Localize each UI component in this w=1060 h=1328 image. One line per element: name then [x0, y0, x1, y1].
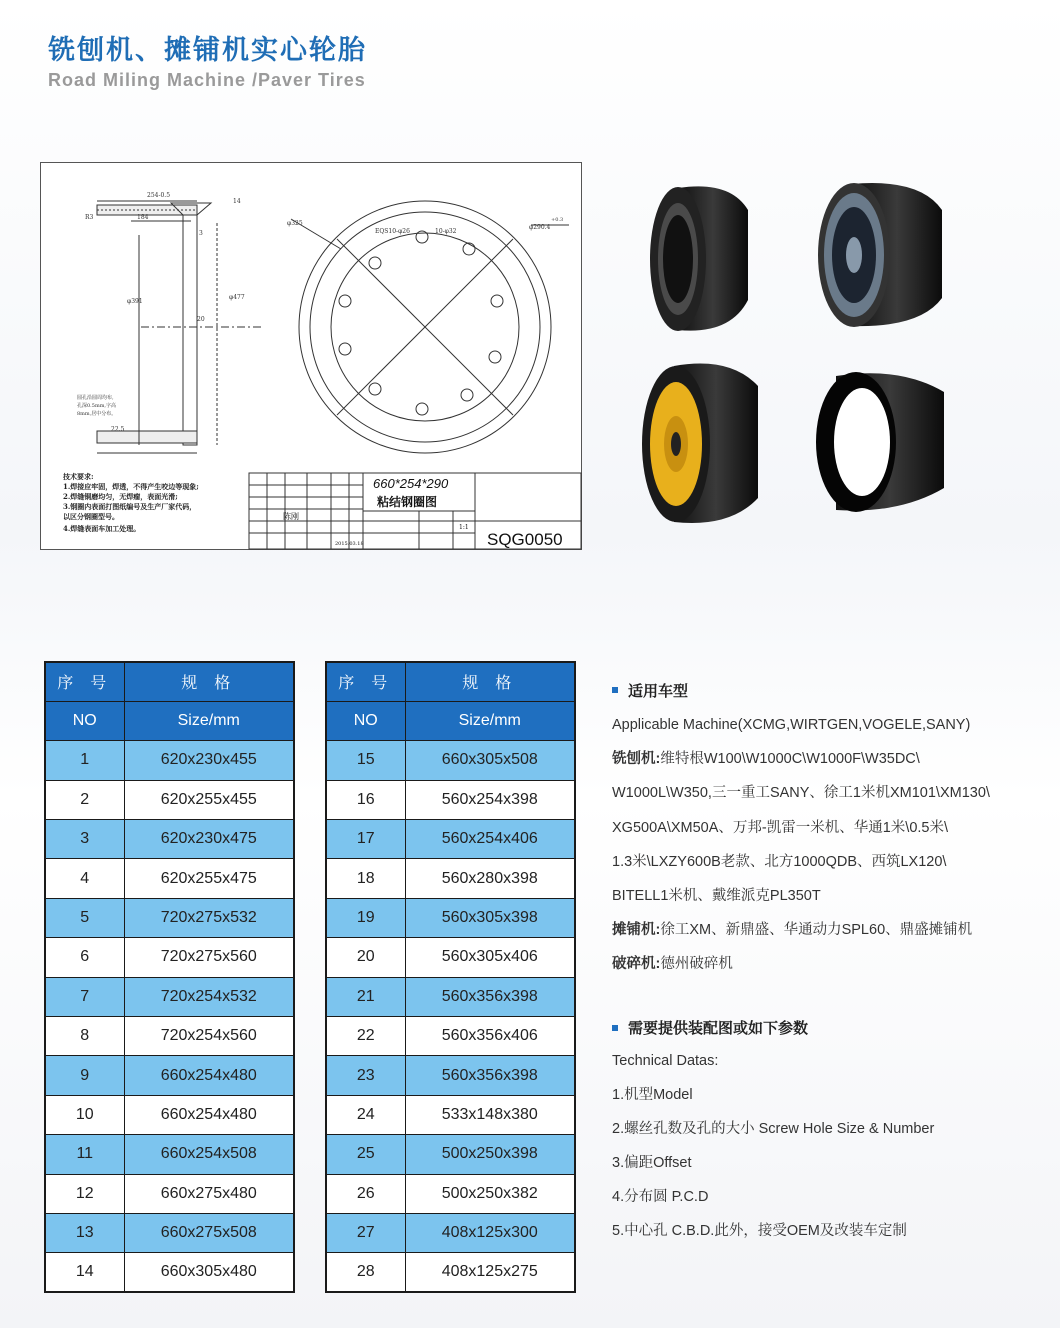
- machine-type-label: 铣刨机:: [612, 751, 661, 768]
- row-size: 560x356x398: [405, 1056, 575, 1095]
- row-size: 560x254x398: [405, 780, 575, 819]
- row-size: 720x275x560: [124, 938, 294, 977]
- row-size: 660x275x480: [124, 1174, 294, 1213]
- dim-184: 184: [137, 214, 149, 221]
- spec-table-right: [325, 661, 576, 1293]
- dim-325: φ325: [287, 220, 303, 227]
- row-no: 7: [45, 977, 124, 1016]
- row-no: 5: [45, 898, 124, 937]
- param-line: 1.机型Model: [612, 1086, 693, 1103]
- header-no-cn: 序 号: [326, 662, 405, 701]
- row-size: 660x254x508: [124, 1135, 294, 1174]
- applicable-line: [612, 879, 1042, 913]
- applicable-lines: [612, 708, 1042, 982]
- table-row: [45, 1135, 294, 1174]
- row-size: 660x254x480: [124, 1095, 294, 1134]
- row-no: 2: [45, 780, 124, 819]
- table-row: [45, 1174, 294, 1213]
- note-line: 1.焊接应牢固，焊透，不得产生咬边等现象;: [63, 482, 199, 491]
- machine-list: XG500A\XM50A、万邦-凯雷一米机、华通1米\0.5米\: [612, 819, 948, 836]
- param-lines: [612, 1044, 1042, 1249]
- svg-text:圆孔沿圆周均布,: 圆孔沿圆周均布,: [77, 395, 114, 401]
- machine-list: 德州破碎机: [660, 956, 733, 973]
- bullet-icon: [612, 687, 618, 693]
- row-no: 8: [45, 1017, 124, 1056]
- svg-text:+0.3: +0.3: [551, 217, 564, 223]
- table-row: [326, 1213, 575, 1252]
- tires-svg: [630, 170, 970, 540]
- row-no: 10: [45, 1095, 124, 1134]
- row-no: 17: [326, 820, 405, 859]
- row-no: 13: [45, 1213, 124, 1252]
- table-row: [326, 780, 575, 819]
- row-size: 660x305x508: [405, 741, 575, 780]
- spec-table-left: [44, 661, 295, 1293]
- drawing-author: 陈刚: [283, 512, 299, 521]
- bullet-icon: [612, 1025, 618, 1031]
- note-line: 以区分钢圈型号。: [63, 512, 119, 521]
- row-no: 28: [326, 1253, 405, 1292]
- table-row: [326, 898, 575, 937]
- row-size: 660x275x508: [124, 1213, 294, 1252]
- section-params: [612, 1014, 1042, 1042]
- param-line: 4.分布圆 P.C.D: [612, 1189, 709, 1206]
- header-no-en: NO: [326, 701, 405, 740]
- row-no: 6: [45, 938, 124, 977]
- machine-list: 维特根W100\W1000C\W1000F\W35DC\: [660, 751, 920, 768]
- row-size: 560x254x406: [405, 820, 575, 859]
- row-no: 16: [326, 780, 405, 819]
- table-row: [45, 741, 294, 780]
- note-line: 3.钢圈内表面打图纸编号及生产厂家代码，: [63, 502, 197, 511]
- table-row: [45, 1095, 294, 1134]
- row-size: 408x125x300: [405, 1213, 575, 1252]
- table-row: [326, 1253, 575, 1292]
- applicable-line: [612, 742, 1042, 776]
- drawing-spec: 660*254*290: [373, 476, 449, 491]
- machine-list: 1.3米\LXZY600B老款、北方1000QDB、西筑LX120\: [612, 853, 947, 870]
- page-title-cn: 铣刨机、摊铺机实心轮胎: [48, 35, 367, 66]
- machine-list: BITELL1米机、戴维派克PL350T: [612, 887, 821, 904]
- table-row: [45, 859, 294, 898]
- dim-20: 20: [197, 316, 205, 323]
- table-row: [45, 1253, 294, 1292]
- table-row: [326, 1017, 575, 1056]
- table-row: [326, 977, 575, 1016]
- row-no: 15: [326, 741, 405, 780]
- applicable-line: [612, 947, 1042, 981]
- row-size: 408x125x275: [405, 1253, 575, 1292]
- row-size: 500x250x398: [405, 1135, 575, 1174]
- dim-hole: 10-φ32: [435, 228, 457, 235]
- applicable-line: [612, 708, 1042, 742]
- table-row: [326, 859, 575, 898]
- table-row: [45, 1213, 294, 1252]
- row-size: 620x230x455: [124, 741, 294, 780]
- row-size: 560x356x406: [405, 1017, 575, 1056]
- row-size: 560x280x398: [405, 859, 575, 898]
- table-row: [326, 1174, 575, 1213]
- drawing-date: 2015.03.18: [335, 541, 364, 547]
- section-applicable: [612, 676, 1042, 704]
- note-line: 4.焊缝表面车加工处理。: [63, 524, 141, 533]
- tire-photos: [630, 170, 970, 540]
- applicable-line: [612, 913, 1042, 947]
- dim-477: φ477: [229, 294, 245, 301]
- tire-photo-3: [642, 364, 758, 524]
- param-line: Technical Datas:: [612, 1052, 719, 1069]
- machine-list: W1000L\W350,三一重工SANY、徐工1米机XM101\XM130\: [612, 785, 990, 802]
- row-no: 27: [326, 1213, 405, 1252]
- tire-photo-4: [816, 372, 944, 512]
- header-size-cn: 规 格: [405, 662, 575, 701]
- row-no: 26: [326, 1174, 405, 1213]
- row-no: 3: [45, 820, 124, 859]
- table-row: [326, 820, 575, 859]
- machine-type-label: 摊铺机:: [612, 922, 661, 939]
- row-no: 1: [45, 741, 124, 780]
- machine-list: Applicable Machine(XCMG,WIRTGEN,VOGELE,SANY): [612, 717, 971, 733]
- table-row: [45, 1017, 294, 1056]
- section-title: 需要提供装配图或如下参数: [628, 1019, 809, 1037]
- table-row: [326, 938, 575, 977]
- row-size: 533x148x380: [405, 1095, 575, 1134]
- row-no: 9: [45, 1056, 124, 1095]
- dim-r3: R3: [85, 214, 94, 221]
- param-line: 2.螺丝孔数及孔的大小 Screw Hole Size & Number: [612, 1120, 935, 1137]
- dim-14: 14: [233, 198, 241, 205]
- header-size-en: Size/mm: [124, 701, 294, 740]
- machine-type-label: 破碎机:: [612, 956, 661, 973]
- drawing-name: 粘结钢圈图: [377, 495, 438, 509]
- drawing-code: SQG0050: [487, 530, 563, 549]
- machine-list: 徐工XM、新鼎盛、华通动力SPL60、鼎盛摊铺机: [660, 922, 973, 939]
- applicable-line: [612, 845, 1042, 879]
- header-size-cn: 规 格: [124, 662, 294, 701]
- table-row: [45, 820, 294, 859]
- row-size: 500x250x382: [405, 1174, 575, 1213]
- param-line: 3.偏距Offset: [612, 1155, 692, 1172]
- tire-photo-2: [818, 183, 942, 327]
- row-size: 560x356x398: [405, 977, 575, 1016]
- row-size: 620x255x475: [124, 859, 294, 898]
- row-no: 14: [45, 1253, 124, 1292]
- table-row: [45, 780, 294, 819]
- table-row: [326, 1135, 575, 1174]
- header-no-en: NO: [45, 701, 124, 740]
- notes-title: 技术要求:: [63, 472, 94, 481]
- section-title: 适用车型: [628, 681, 689, 700]
- svg-text:8mm,居中分布。: 8mm,居中分布。: [77, 411, 117, 417]
- row-size: 720x275x532: [124, 898, 294, 937]
- dim-22: 22.5: [111, 426, 125, 433]
- drawing-svg: [41, 163, 583, 551]
- row-size: 660x254x480: [124, 1056, 294, 1095]
- tire-photo-1: [650, 186, 748, 331]
- dim-391: φ391: [127, 298, 143, 305]
- row-size: 720x254x560: [124, 1017, 294, 1056]
- table-row: [45, 938, 294, 977]
- dim-top: 254-0.5: [147, 192, 171, 199]
- row-no: 22: [326, 1017, 405, 1056]
- table-row: [45, 898, 294, 937]
- row-size: 620x255x455: [124, 780, 294, 819]
- applicable-line: [612, 776, 1042, 810]
- row-no: 11: [45, 1135, 124, 1174]
- row-no: 25: [326, 1135, 405, 1174]
- table-row: [45, 977, 294, 1016]
- row-no: 12: [45, 1174, 124, 1213]
- row-no: 24: [326, 1095, 405, 1134]
- param-line: 5.中心孔 C.B.D.此外，接受OEM及改装车定制: [612, 1223, 907, 1240]
- note-line: 2.焊缝铜磨均匀，无焊瘤，表面光滑;: [63, 492, 178, 501]
- row-no: 20: [326, 938, 405, 977]
- technical-drawing: [40, 162, 582, 550]
- table-row: [45, 1056, 294, 1095]
- table-row: [326, 741, 575, 780]
- page-title-en: Road Miling Machine /Paver Tires: [48, 70, 366, 90]
- row-size: 620x230x475: [124, 820, 294, 859]
- drawing-scale: 1:1: [459, 524, 469, 531]
- row-no: 19: [326, 898, 405, 937]
- row-size: 660x305x480: [124, 1253, 294, 1292]
- dim-bolt: EQS10-φ26: [375, 228, 410, 235]
- row-size: 560x305x398: [405, 898, 575, 937]
- row-size: 560x305x406: [405, 938, 575, 977]
- header-size-en: Size/mm: [405, 701, 575, 740]
- row-no: 23: [326, 1056, 405, 1095]
- header-no-cn: 序 号: [45, 662, 124, 701]
- table-row: [326, 1095, 575, 1134]
- row-size: 720x254x532: [124, 977, 294, 1016]
- dim-5: 3: [199, 230, 203, 237]
- table-row: [326, 1056, 575, 1095]
- row-no: 21: [326, 977, 405, 1016]
- row-no: 18: [326, 859, 405, 898]
- info-panel: [612, 676, 1042, 1249]
- row-no: 4: [45, 859, 124, 898]
- dim-290: φ290.4: [529, 224, 551, 231]
- svg-text:孔深0.5mm,字高: 孔深0.5mm,字高: [77, 403, 117, 409]
- applicable-line: [612, 811, 1042, 845]
